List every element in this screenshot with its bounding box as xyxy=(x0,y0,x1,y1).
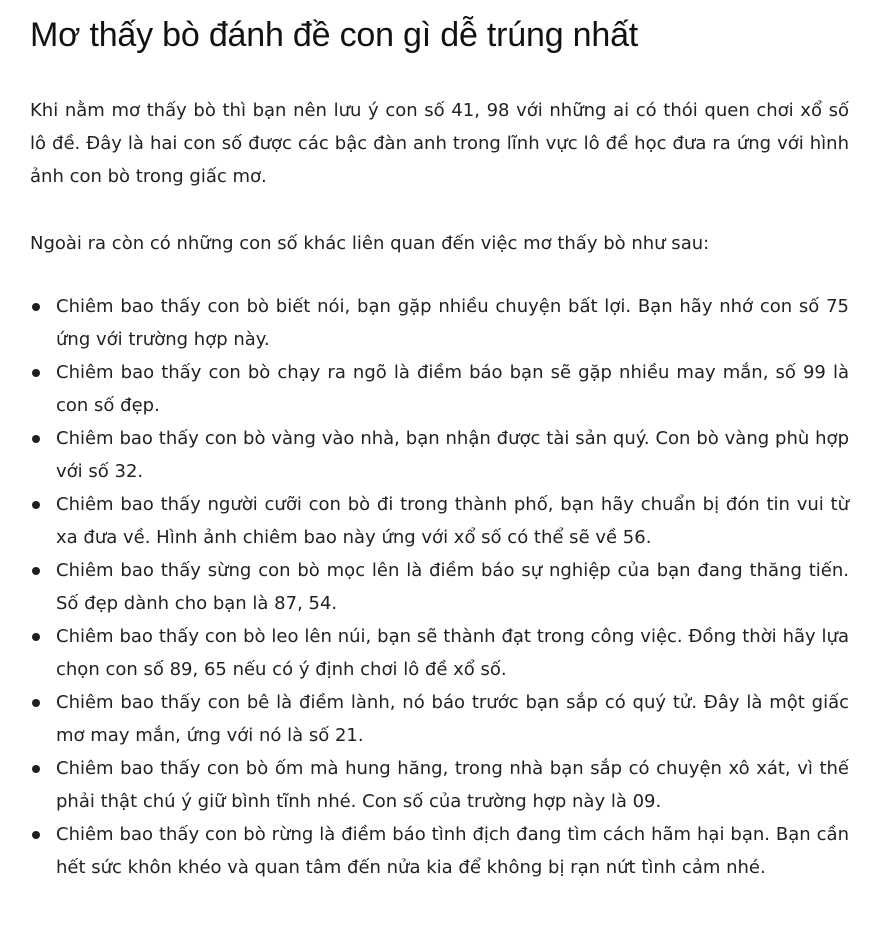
list-item xyxy=(30,686,849,752)
list-item-text: Chiêm bao thấy con bò ốm mà hung hăng, trong nhà bạn sắp có chuyện xô xát, vì thế phải thật chú ý giữ bình tĩnh nhé. Con số của trường hợp này là 09. xyxy=(56,758,849,812)
list-item-text: Chiêm bao thấy con bò vàng vào nhà, bạn nhận được tài sản quý. Con bò vàng phù hợp với số 32. xyxy=(56,428,849,482)
list-item xyxy=(30,488,849,554)
bullet-icon xyxy=(32,567,40,575)
page-title: Mơ thấy bò đánh đề con gì dễ trúng nhất xyxy=(30,16,639,54)
bullet-icon xyxy=(32,369,40,377)
list-item xyxy=(30,818,849,884)
list-item xyxy=(30,620,849,686)
list-item-text: Chiêm bao thấy con bê là điềm lành, nó báo trước bạn sắp có quý tử. Đây là một giấc mơ may mắn, ứng với nó là số 21. xyxy=(56,692,849,746)
bullet-icon xyxy=(32,831,40,839)
list-item-text: Chiêm bao thấy con bò chạy ra ngõ là điềm báo bạn sẽ gặp nhiều may mắn, số 99 là con số đẹp. xyxy=(56,362,849,416)
intro-paragraph: Khi nằm mơ thấy bò thì bạn nên lưu ý con số 41, 98 với những ai có thói quen chơi xổ số lô đề. Đây là hai con số được các bậc đàn anh trong lĩnh vực lô đề học đưa ra ứng với hình ảnh con bò trong giấc mơ. xyxy=(30,100,849,187)
lead-paragraph: Ngoài ra còn có những con số khác liên quan đến việc mơ thấy bò như sau: xyxy=(30,233,710,254)
bullet-icon xyxy=(32,303,40,311)
list-item xyxy=(30,554,849,620)
bullet-icon xyxy=(32,435,40,443)
list-item-text: Chiêm bao thấy con bò rừng là điềm báo tình địch đang tìm cách hãm hại bạn. Bạn cần hết sức khôn khéo và quan tâm đến nửa kia để không bị rạn nứt tình cảm nhé. xyxy=(56,824,849,878)
bullet-icon xyxy=(32,699,40,707)
dream-number-list xyxy=(30,290,849,884)
bullet-icon xyxy=(32,501,40,509)
bullet-icon xyxy=(32,633,40,641)
list-item-text: Chiêm bao thấy người cưỡi con bò đi trong thành phố, bạn hãy chuẩn bị đón tin vui từ xa đưa về. Hình ảnh chiêm bao này ứng với xổ số có thể sẽ về 56. xyxy=(56,494,849,548)
list-item xyxy=(30,752,849,818)
list-item-text: Chiêm bao thấy sừng con bò mọc lên là điềm báo sự nghiệp của bạn đang thăng tiến. Số đẹp dành cho bạn là 87, 54. xyxy=(56,560,849,614)
list-item-text: Chiêm bao thấy con bò biết nói, bạn gặp nhiều chuyện bất lợi. Bạn hãy nhớ con số 75 ứng với trường hợp này. xyxy=(56,296,849,350)
list-item xyxy=(30,356,849,422)
list-item xyxy=(30,290,849,356)
list-item-text: Chiêm bao thấy con bò leo lên núi, bạn sẽ thành đạt trong công việc. Đồng thời hãy lựa chọn con số 89, 65 nếu có ý định chơi lô đề xổ số. xyxy=(56,626,849,680)
bullet-icon xyxy=(32,765,40,773)
list-item xyxy=(30,422,849,488)
